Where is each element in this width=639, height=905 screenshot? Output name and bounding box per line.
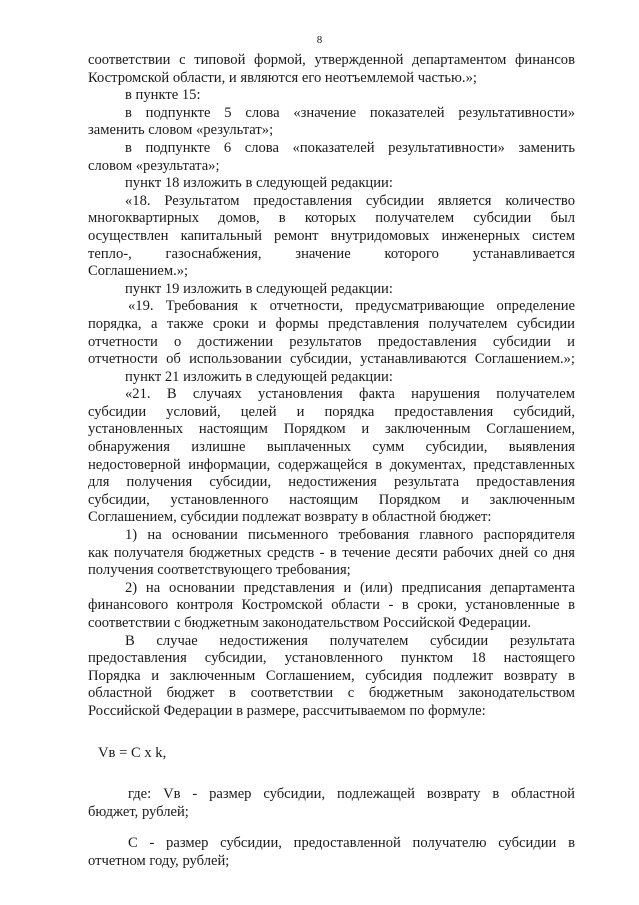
text-line: «19. Требования к отчетности, предусматривающие определение <box>128 298 575 315</box>
text-line: многоквартирных домов, в которых получателем субсидии был <box>88 210 575 227</box>
text-line: для получения субсидии, недостижения результата предоставления <box>88 474 575 491</box>
formula <box>88 745 575 763</box>
text-line: как получателя бюджетных средств - в течение десяти рабочих дней со дня <box>88 544 575 561</box>
page-number: 8 <box>316 34 323 46</box>
paragraph <box>88 105 575 140</box>
text-line: обнаружения излишне выплаченных сумм субсидии, выявления <box>88 439 575 456</box>
text-line: соответствии с типовой формой, утвержденной департаментом финансов <box>88 52 575 68</box>
text-line: недостоверной информации, содержащейся в документах, представленных <box>88 456 575 473</box>
text-line: в подпункте 6 слова «показателей результативности» заменить <box>125 139 575 156</box>
text-line: пункт 21 изложить в следующей редакции: <box>125 368 393 385</box>
spacer <box>88 762 575 786</box>
text-line: отчетности о достижении результатов предоставления субсидии и <box>88 333 575 350</box>
text-line: пункт 19 изложить в следующей редакции: <box>125 280 393 297</box>
text-line: Vв = C x k, <box>98 744 167 761</box>
paragraph <box>88 786 575 821</box>
text-line: заменить словом «результат»; <box>88 122 274 139</box>
text-line: пункт 18 изложить в следующей редакции: <box>125 175 393 192</box>
text-line: субсидии, установленного настоящим Порядком и заключенным <box>88 491 575 508</box>
text-line: Российской Федерации в размере, рассчитываемом по формуле: <box>88 702 486 719</box>
paragraph <box>88 633 575 721</box>
text-line: Соглашением.»; <box>88 263 189 280</box>
text-line: «21. В случаях установления факта нарушения получателем <box>125 386 575 403</box>
text-line: Соглашением, субсидии подлежат возврату в областной бюджет: <box>88 509 492 526</box>
text-line: осуществлен капитальный ремонт внутридомовых инженерных систем <box>88 227 575 244</box>
text-line: бюджет, рублей; <box>88 803 189 820</box>
text-line: в пункте 15: <box>125 87 201 104</box>
text-line: соответствии с бюджетным законодательством Российской Федерации. <box>88 615 532 631</box>
text-line: где: Vв - размер субсидии, подлежащей возврату в областной <box>128 786 575 803</box>
text-line: «18. Результатом предоставления субсидии является количество <box>125 192 575 209</box>
text-line: установленных настоящим Порядком и заключенным Соглашением, <box>88 421 575 438</box>
paragraph <box>88 835 575 870</box>
text-line: отчетности об использовании субсидии, устанавливаются Соглашением.»; <box>88 351 575 368</box>
text-line: предоставления субсидии, установленного пунктом 18 настоящего <box>88 650 575 667</box>
text-line: 1) на основании письменного требования главного распорядителя <box>125 527 575 544</box>
text-line: областной бюджет в соответствии с бюджетным законодательством <box>88 685 575 702</box>
text-line: тепло-, газоснабжения, значение которого устанавливается <box>88 245 575 262</box>
text-line: 2) на основании представления и (или) предписания департамента <box>125 579 575 596</box>
text-line: отчетном году, рублей; <box>88 852 230 869</box>
text-line: Порядка и заключенным Соглашением, субсидия подлежит возврату в <box>88 667 575 684</box>
spacer <box>88 721 575 745</box>
document-body <box>88 52 575 871</box>
text-line: Костромской области, и являются его неотъемлемой частью.»; <box>88 69 477 86</box>
paragraph <box>88 298 575 368</box>
text-line: порядка, а также сроки и формы представления получателем субсидии <box>88 315 575 332</box>
paragraph <box>88 369 575 387</box>
paragraph <box>88 193 575 281</box>
paragraph <box>88 386 575 527</box>
text-line: C - размер субсидии, предоставленной получателю субсидии в <box>128 835 575 852</box>
text-line: В случае недостижения получателем субсидии результата <box>125 632 575 649</box>
paragraph <box>88 52 575 87</box>
text-line: словом «результата»; <box>88 157 220 174</box>
text-line: получения соответствующего требования; <box>88 562 351 579</box>
spacer <box>88 821 575 835</box>
paragraph <box>88 527 575 580</box>
paragraph <box>88 175 575 193</box>
paragraph <box>88 87 575 105</box>
paragraph <box>88 281 575 299</box>
text-line: в подпункте 5 слова «значение показателей результативности» <box>125 104 575 121</box>
paragraph <box>88 140 575 175</box>
text-line: финансового контроля Костромской области - в сроки, установленные в <box>88 597 575 614</box>
paragraph <box>88 580 575 633</box>
text-line: субсидии условий, целей и порядка предоставления субсидий, <box>88 403 575 420</box>
